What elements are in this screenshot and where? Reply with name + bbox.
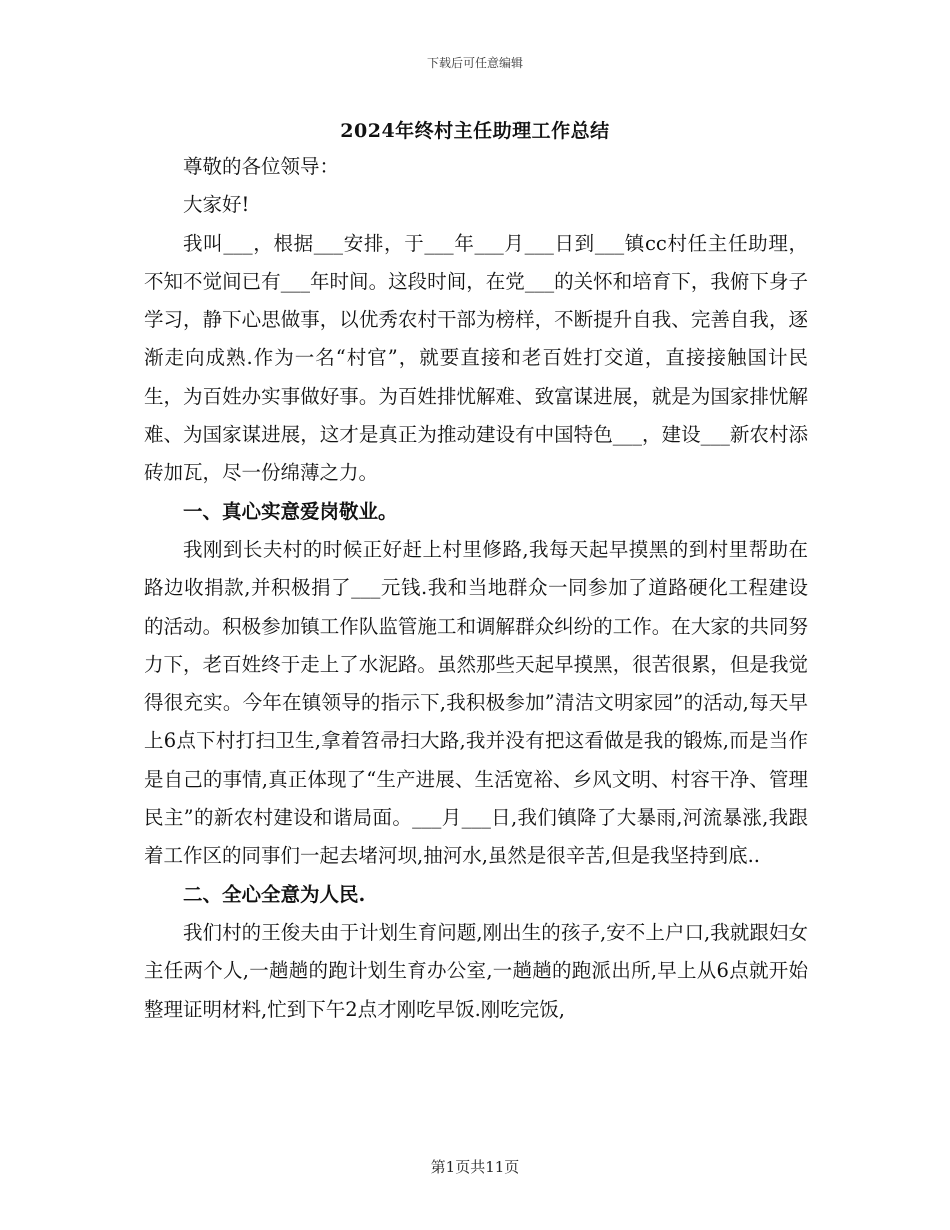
section-heading-2: 二、全心全意为人民. xyxy=(183,882,366,906)
section-1-paragraph: 我刚到长夫村的时候正好赶上村里修路,我每天起早摸黑的到村里帮助在路边收捐款,并积极捐了___元钱.我和当地群众一同参加了道路硬化工程建设的活动。积极参加镇工作队监管施工和调解群众纠纷的工作。在大家的共同努力下，老百姓终于走上了水泥路。虽然那些天起早摸黑，很苦很累，但是我觉得很充实。今年在镇领导的指示下,我积极参加”清洁文明家园”的活动,每天早上6点下村打扫卫生,拿着笤帚扫大路,我并没有把这看做是我的锻炼,而是当作是自己的事情,真正体现了“生产进展、生活宽裕、乡风文明、村容干净、管理民主”的新农村建设和谐局面。___月___日,我们镇降了大暴雨,河流暴涨,我跟着工作区的同事们一起去堵河坝,抽河水,虽然是很辛苦,但是我坚持到底.. xyxy=(144,537,808,868)
greeting-paragraph: 大家好! xyxy=(183,193,250,217)
document-title: 2024年终村主任助理工作总结 xyxy=(340,120,610,142)
page-number: 第1页共11页 xyxy=(430,1158,520,1176)
header-note: 下载后可任意编辑 xyxy=(426,56,523,70)
document-body xyxy=(144,148,808,1029)
section-heading-1: 一、真心实意爱岗敬业。 xyxy=(183,499,398,523)
section-2-paragraph: 我们村的王俊夫由于计划生育问题,刚出生的孩子,安不上户口,我就跟妇女主任两个人,一趟趟的跑计划生育办公室,一趟趟的跑派出所,早上从6点就开始整理证明材料,忙到下午2点才刚吃早饭.刚吃完饭, xyxy=(144,920,808,1021)
intro-paragraph: 我叫___，根据___安排，于___年___月___日到___镇cc村任主任助理，不知不觉间已有___年时间。这段时间，在党___的关怀和培育下，我俯下身子学习，静下心思做事，以优秀农村干部为榜样，不断提升自我、完善自我，逐渐走向成熟.作为一名“村官”，就要直接和老百姓打交道，直接接触国计民生，为百姓办实事做好事。为百姓排忧解难、致富谋进展，就是为国家排忧解难、为国家谋进展，这才是真正为推动建设有中国特色___，建设___新农村添砖加瓦，尽一份绵薄之力。 xyxy=(144,231,808,485)
salutation-paragraph: 尊敬的各位领导： xyxy=(183,155,340,178)
